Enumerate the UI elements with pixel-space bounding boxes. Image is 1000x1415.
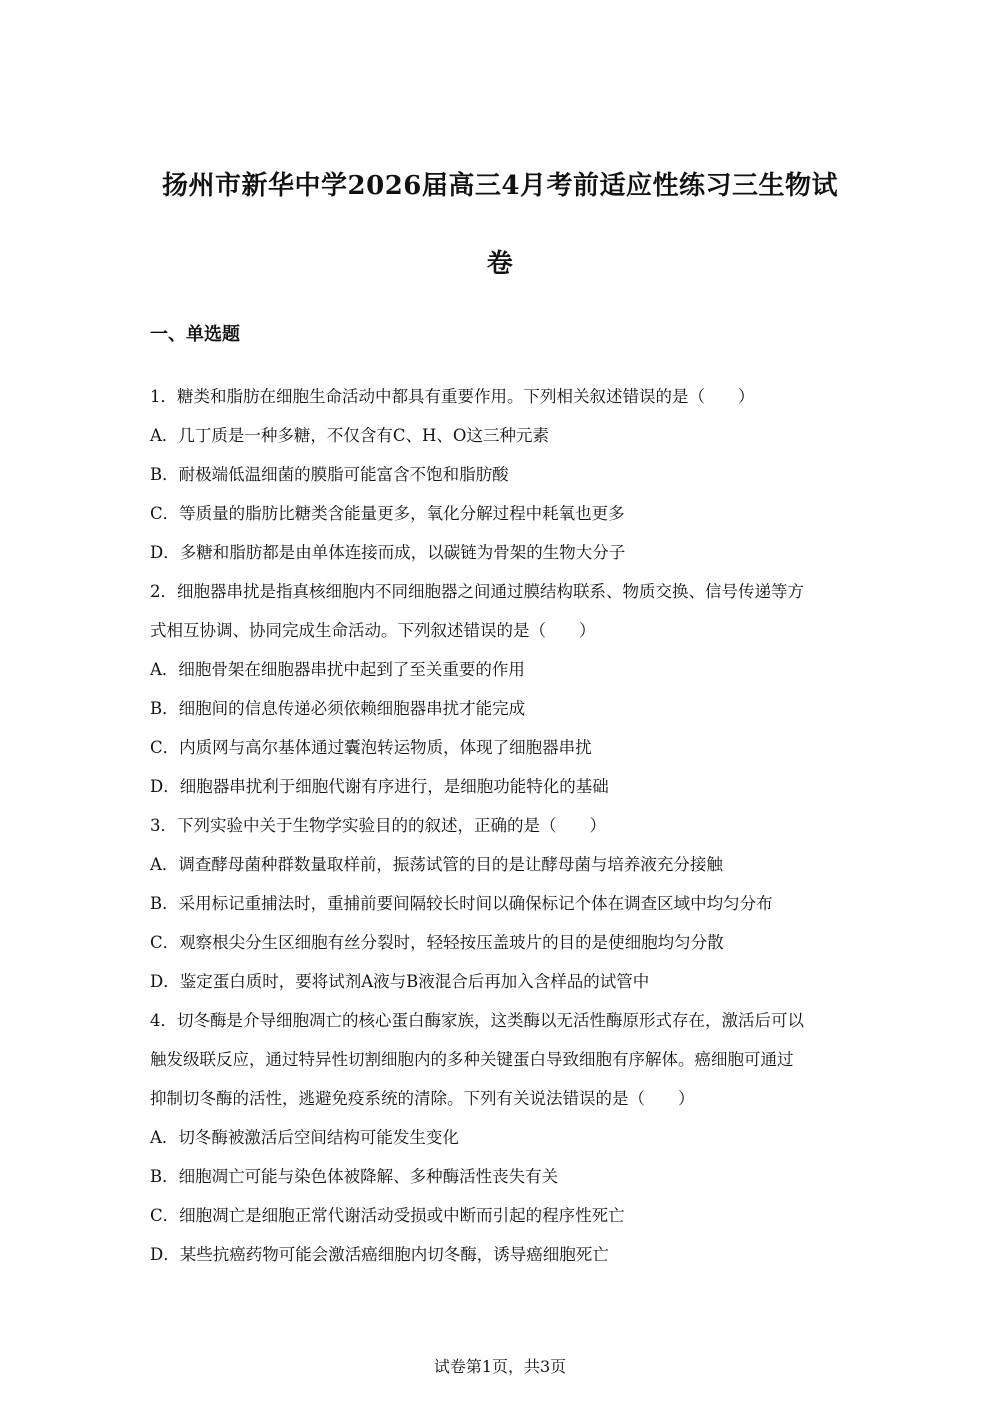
exam-title-line-1: 扬州市新华中学2026届高三4月考前适应性练习三生物试 [162, 171, 838, 201]
q3-option-b: B．采用标记重捕法时，重捕前要间隔较长时间以确保标记个体在调查区域中均匀分布 [150, 894, 773, 913]
q2-stem-line-1: 2．细胞器串扰是指真核细胞内不同细胞器之间通过膜结构联系、物质交换、信号传递等方 [150, 582, 804, 601]
q4-option-a: A．切冬酶被激活后空间结构可能发生变化 [150, 1128, 459, 1147]
exam-title-line-2: 卷 [486, 249, 514, 279]
page-footer: 试卷第1页，共3页 [433, 1357, 567, 1376]
q1-option-c: C．等质量的脂肪比糖类含能量更多，氧化分解过程中耗氧也更多 [150, 504, 625, 523]
q4-option-b: B．细胞凋亡可能与染色体被降解、多种酶活性丧失有关 [150, 1167, 559, 1186]
q2-option-a: A．细胞骨架在细胞器串扰中起到了至关重要的作用 [150, 660, 525, 679]
q2-option-c: C．内质网与高尔基体通过囊泡转运物质，体现了细胞器串扰 [150, 738, 592, 757]
q1-option-d: D．多糖和脂肪都是由单体连接而成，以碳链为骨架的生物大分子 [150, 543, 626, 562]
q4-stem-line-2: 触发级联反应，通过特异性切割细胞内的多种关键蛋白导致细胞有序解体。癌细胞可通过 [150, 1050, 794, 1069]
q4-option-c: C．细胞凋亡是细胞正常代谢活动受损或中断而引起的程序性死亡 [150, 1206, 625, 1225]
question-list [150, 377, 855, 1274]
q2-option-d: D．细胞器串扰利于细胞代谢有序进行，是细胞功能特化的基础 [150, 777, 609, 796]
q3-option-d: D．鉴定蛋白质时，要将试剂A液与B液混合后再加入含样品的试管中 [150, 972, 650, 991]
q4-stem-line-3: 抑制切冬酶的活性，逃避免疫系统的清除。下列有关说法错误的是（ ） [150, 1089, 695, 1108]
q1-option-a: A．几丁质是一种多糖，不仅含有C、H、O这三种元素 [150, 426, 549, 445]
q4-stem-line-1: 4．切冬酶是介导细胞凋亡的核心蛋白酶家族，这类酶以无活性酶原形式存在，激活后可以 [150, 1011, 804, 1030]
q2-stem-line-2: 式相互协调、协同完成生命活动。下列叙述错误的是（ ） [150, 621, 596, 640]
q4-option-d: D．某些抗癌药物可能会激活癌细胞内切冬酶，诱导癌细胞死亡 [150, 1245, 609, 1264]
q3-stem: 3．下列实验中关于生物学实验目的的叙述，正确的是（ ） [150, 816, 606, 835]
section-title: 一、单选题 [150, 324, 240, 345]
q3-option-c: C．观察根尖分生区细胞有丝分裂时，轻轻按压盖玻片的目的是使细胞均匀分散 [150, 933, 724, 952]
q1-stem: 1．糖类和脂肪在细胞生命活动中都具有重要作用。下列相关叙述错误的是（ ） [150, 387, 755, 406]
q3-option-a: A．调查酵母菌种群数量取样前，振荡试管的目的是让酵母菌与培养液充分接触 [150, 855, 723, 874]
q1-option-b: B．耐极端低温细菌的膜脂可能富含不饱和脂肪酸 [150, 465, 509, 484]
q2-option-b: B．细胞间的信息传递必须依赖细胞器串扰才能完成 [150, 699, 526, 718]
